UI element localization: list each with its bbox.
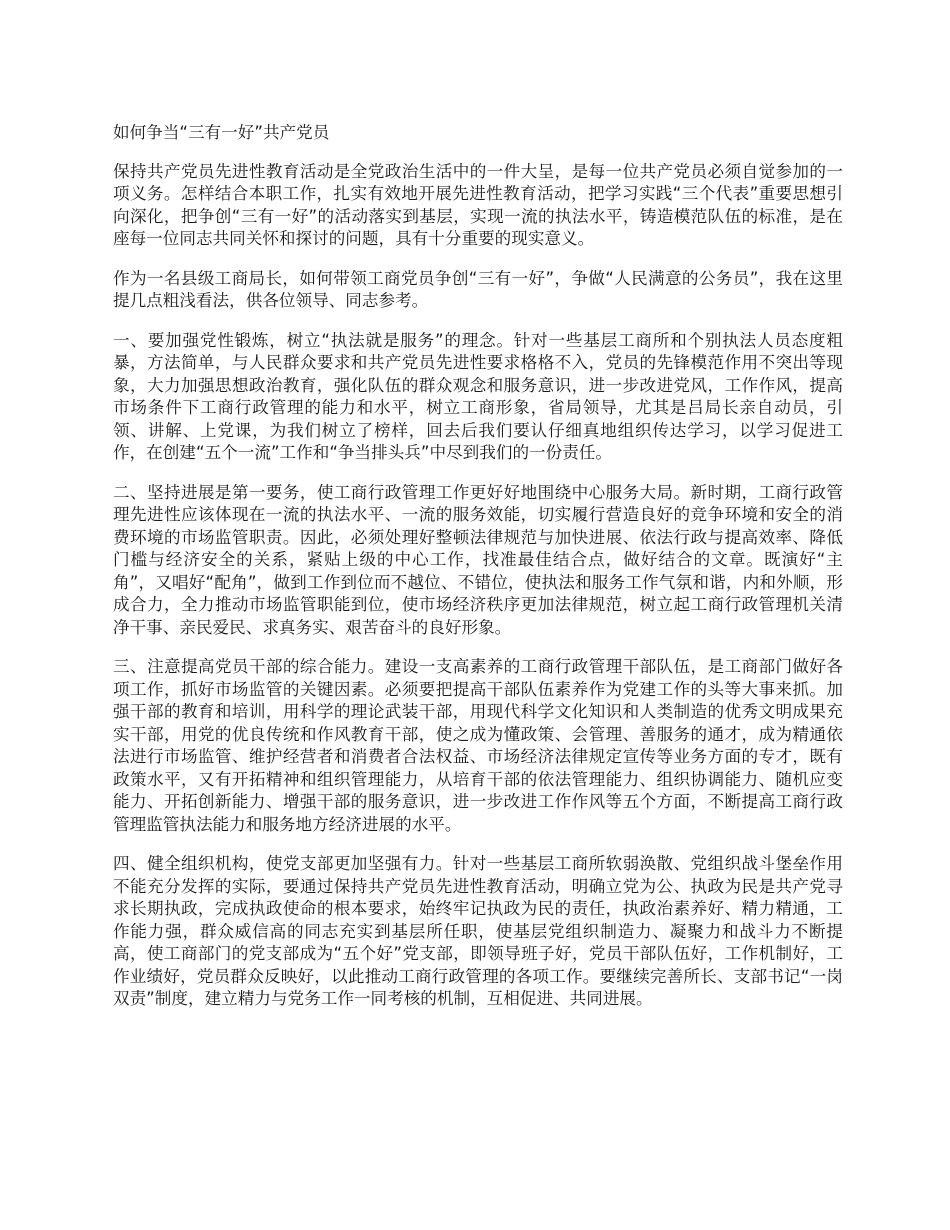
paragraph-point-2: 二、坚持进展是第一要务，使工商行政管理工作更好好地围绕中心服务大局。新时期，工商行政管理先进性应该体现在一流的执法水平、一流的服务效能，切实履行营造良好的竞争环境和安全的消费环境的市场监管职责。因此，必须处理好整顿法律规范与加快进展、依法行政与提高效率、降低门槛与经济安全的关系，紧贴上级的中心工作，找准最佳结合点，做好结合的文章。既演好“主角”，又唱好“配角”，做到工作到位而不越位、不错位，使执法和服务工作气氛和谐，内和外顺，形成合力，全力推动市场监管职能到位，使市场经济秩序更加法律规范，树立起工商行政管理机关清净干事、亲民爱民、求真务实、艰苦奋斗的良好形象。 <box>113 482 843 637</box>
paragraph-intro: 保持共产党员先进性教育活动是全党政治生活中的一件大呈，是每一位共产党员必须自觉参加的一项义务。怎样结合本职工作，扎实有效地开展先进性教育活动，把学习实践“三个代表”重要思想引向深化，把争创“三有一好”的活动落实到基层，实现一流的执法水平，铸造模范队伍的标准，是在座每一位同志共同关怀和探讨的问题，具有十分重要的现实意义。 <box>113 161 843 248</box>
paragraph-point-1: 一、要加强党性锻炼，树立“执法就是服务”的理念。针对一些基层工商所和个别执法人员态度粗暴，方法简单，与人民群众要求和共产党员先进性要求格格不入，党员的先锋模范作用不突出等现象，大力加强思想政治教育，强化队伍的群众观念和服务意识，进一步改进党风，工作作风，提高市场条件下工商行政管理的能力和水平，树立工商形象，省局领导，尤其是吕局长亲自动员，引领、讲解、上党课，为我们树立了榜样，回去后我们要认仔细真地组织传达学习，以学习促进工作，在创建“五个一流”工作和“争当排头兵”中尽到我们的一份责任。 <box>113 330 843 462</box>
paragraph-preface: 作为一名县级工商局长，如何带领工商党员争创“三有一好”，争做“人民满意的公务员”，我在这里提几点粗浅看法，供各位领导、同志参考。 <box>113 268 843 310</box>
paragraph-point-4: 四、健全组织机构，使党支部更加坚强有力。针对一些基层工商所软弱涣散、党组织战斗堡垒作用不能充分发挥的实际，要通过保持共产党员先进性教育活动，明确立党为公、执政为民是共产党寻求长期执政，完成执政使命的根本要求，始终牢记执政为民的责任，执政治素养好、精力精通，工作能力强，群众威信高的同志充实到基层所任职，使基层党组织制造力、凝聚力和战斗力不断提高，使工商部门的党支部成为“五个好”党支部，即领导班子好，党员干部队伍好，工作机制好，工作业绩好，党员群众反映好，以此推动工商行政管理的各项工作。要继续完善所长、支部书记“一岗双责”制度，建立精力与党务工作一同考核的机制，互相促进、共同进展。 <box>113 854 843 1008</box>
document-title: 如何争当“三有一好”共产党员 <box>113 123 330 142</box>
document-page <box>113 122 843 1028</box>
paragraph-point-3: 三、注意提高党员干部的综合能力。建设一支高素养的工商行政管理干部队伍，是工商部门做好各项工作，抓好市场监管的关键因素。必须要把提高干部队伍素养作为党建工作的头等大事来抓。加强干部的教育和培训，用科学的理论武装干部，用现代科学文化知识和人类制造的优秀文明成果充实干部，用党的优良传统和作风教育干部，使之成为懂政策、会管理、善服务的通才，成为精通依法进行市场监管、维护经营者和消费者合法权益、市场经济法律规定宣传等业务方面的专才，既有政策水平，又有开拓精神和组织管理能力，从培育干部的依法管理能力、组织协调能力、随机应变能力、开拓创新能力、增强干部的服务意识，进一步改进工作作风等五个方面，不断提高工商行政管理监管执法能力和服务地方经济进展的水平。 <box>113 657 843 834</box>
